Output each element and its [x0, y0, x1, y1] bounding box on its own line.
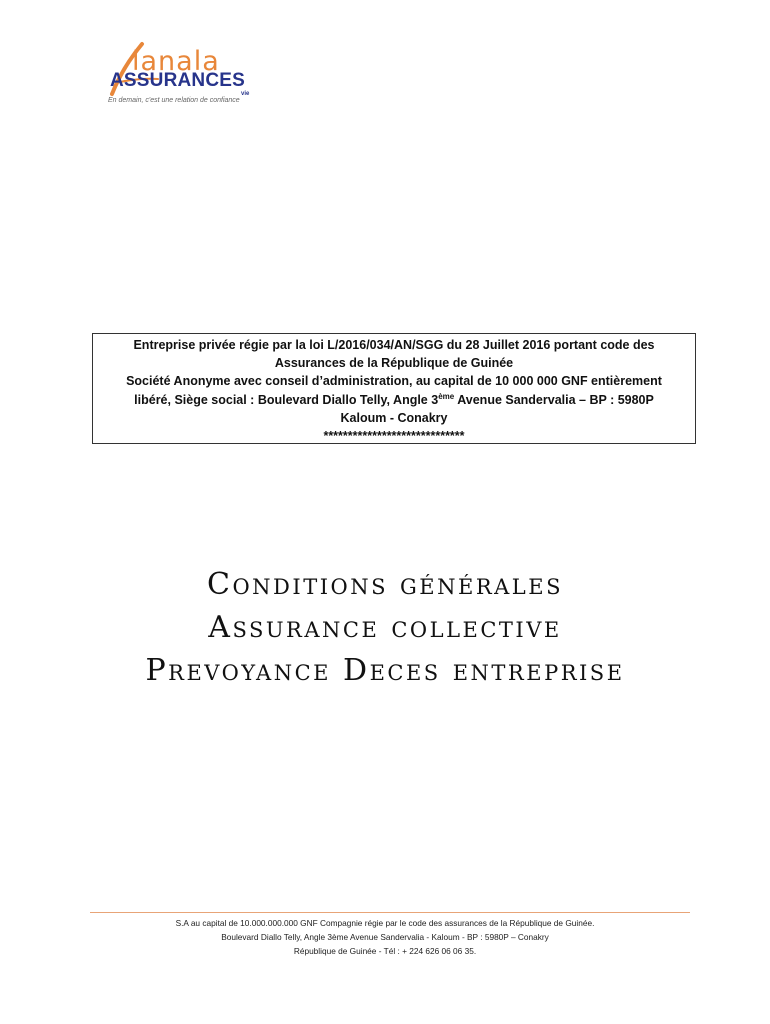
info-line-5: Kaloum - Conakry: [340, 410, 448, 425]
info-line-1: Entreprise privée régie par la loi L/2016/034/AN/SGG du 28 Juillet 2016 portant code des: [133, 338, 655, 352]
logo-suffix: vie: [241, 91, 250, 97]
company-info-box: [92, 333, 696, 444]
info-line-4-superscript: ème: [438, 391, 455, 401]
footer-line-1: S.A au capital de 10.000.000.000 GNF Compagnie régie par le code des assurances de la République de Guinée.: [175, 918, 595, 928]
page-footer: [0, 916, 770, 958]
footer-line-2: Boulevard Diallo Telly, Angle 3ème Avenue Sandervalia - Kaloum - BP : 5980P – Conakry: [221, 932, 549, 942]
title-line-2: Assurance collective: [208, 610, 562, 645]
footer-line-3: République de Guinée - Tél : + 224 626 06 06 35.: [293, 946, 477, 956]
company-logo: [100, 38, 270, 110]
info-line-2: Assurances de la République de Guinée: [274, 356, 514, 371]
info-line-3: Société Anonyme avec conseil d’administration, au capital de 10 000 000 GNF entièrement: [126, 374, 662, 389]
title-line-1: Conditions générales: [207, 567, 563, 602]
footer-divider: [90, 912, 690, 913]
info-separator: *****************************: [323, 429, 465, 444]
logo-brand: ASSURANCES: [110, 70, 246, 91]
info-line-4-start: libéré, Siège social : Boulevard Diallo Telly, Angle 3: [134, 392, 439, 407]
logo-tagline: En demain, c'est une relation de confiance: [108, 97, 240, 104]
document-title: [0, 563, 770, 692]
title-line-3: Prevoyance Deces entreprise: [145, 653, 625, 688]
logo-name: lanala: [132, 46, 220, 77]
info-line-4: [93, 391, 695, 409]
info-line-4-end: Avenue Sandervalia – BP : 5980P: [454, 392, 654, 407]
